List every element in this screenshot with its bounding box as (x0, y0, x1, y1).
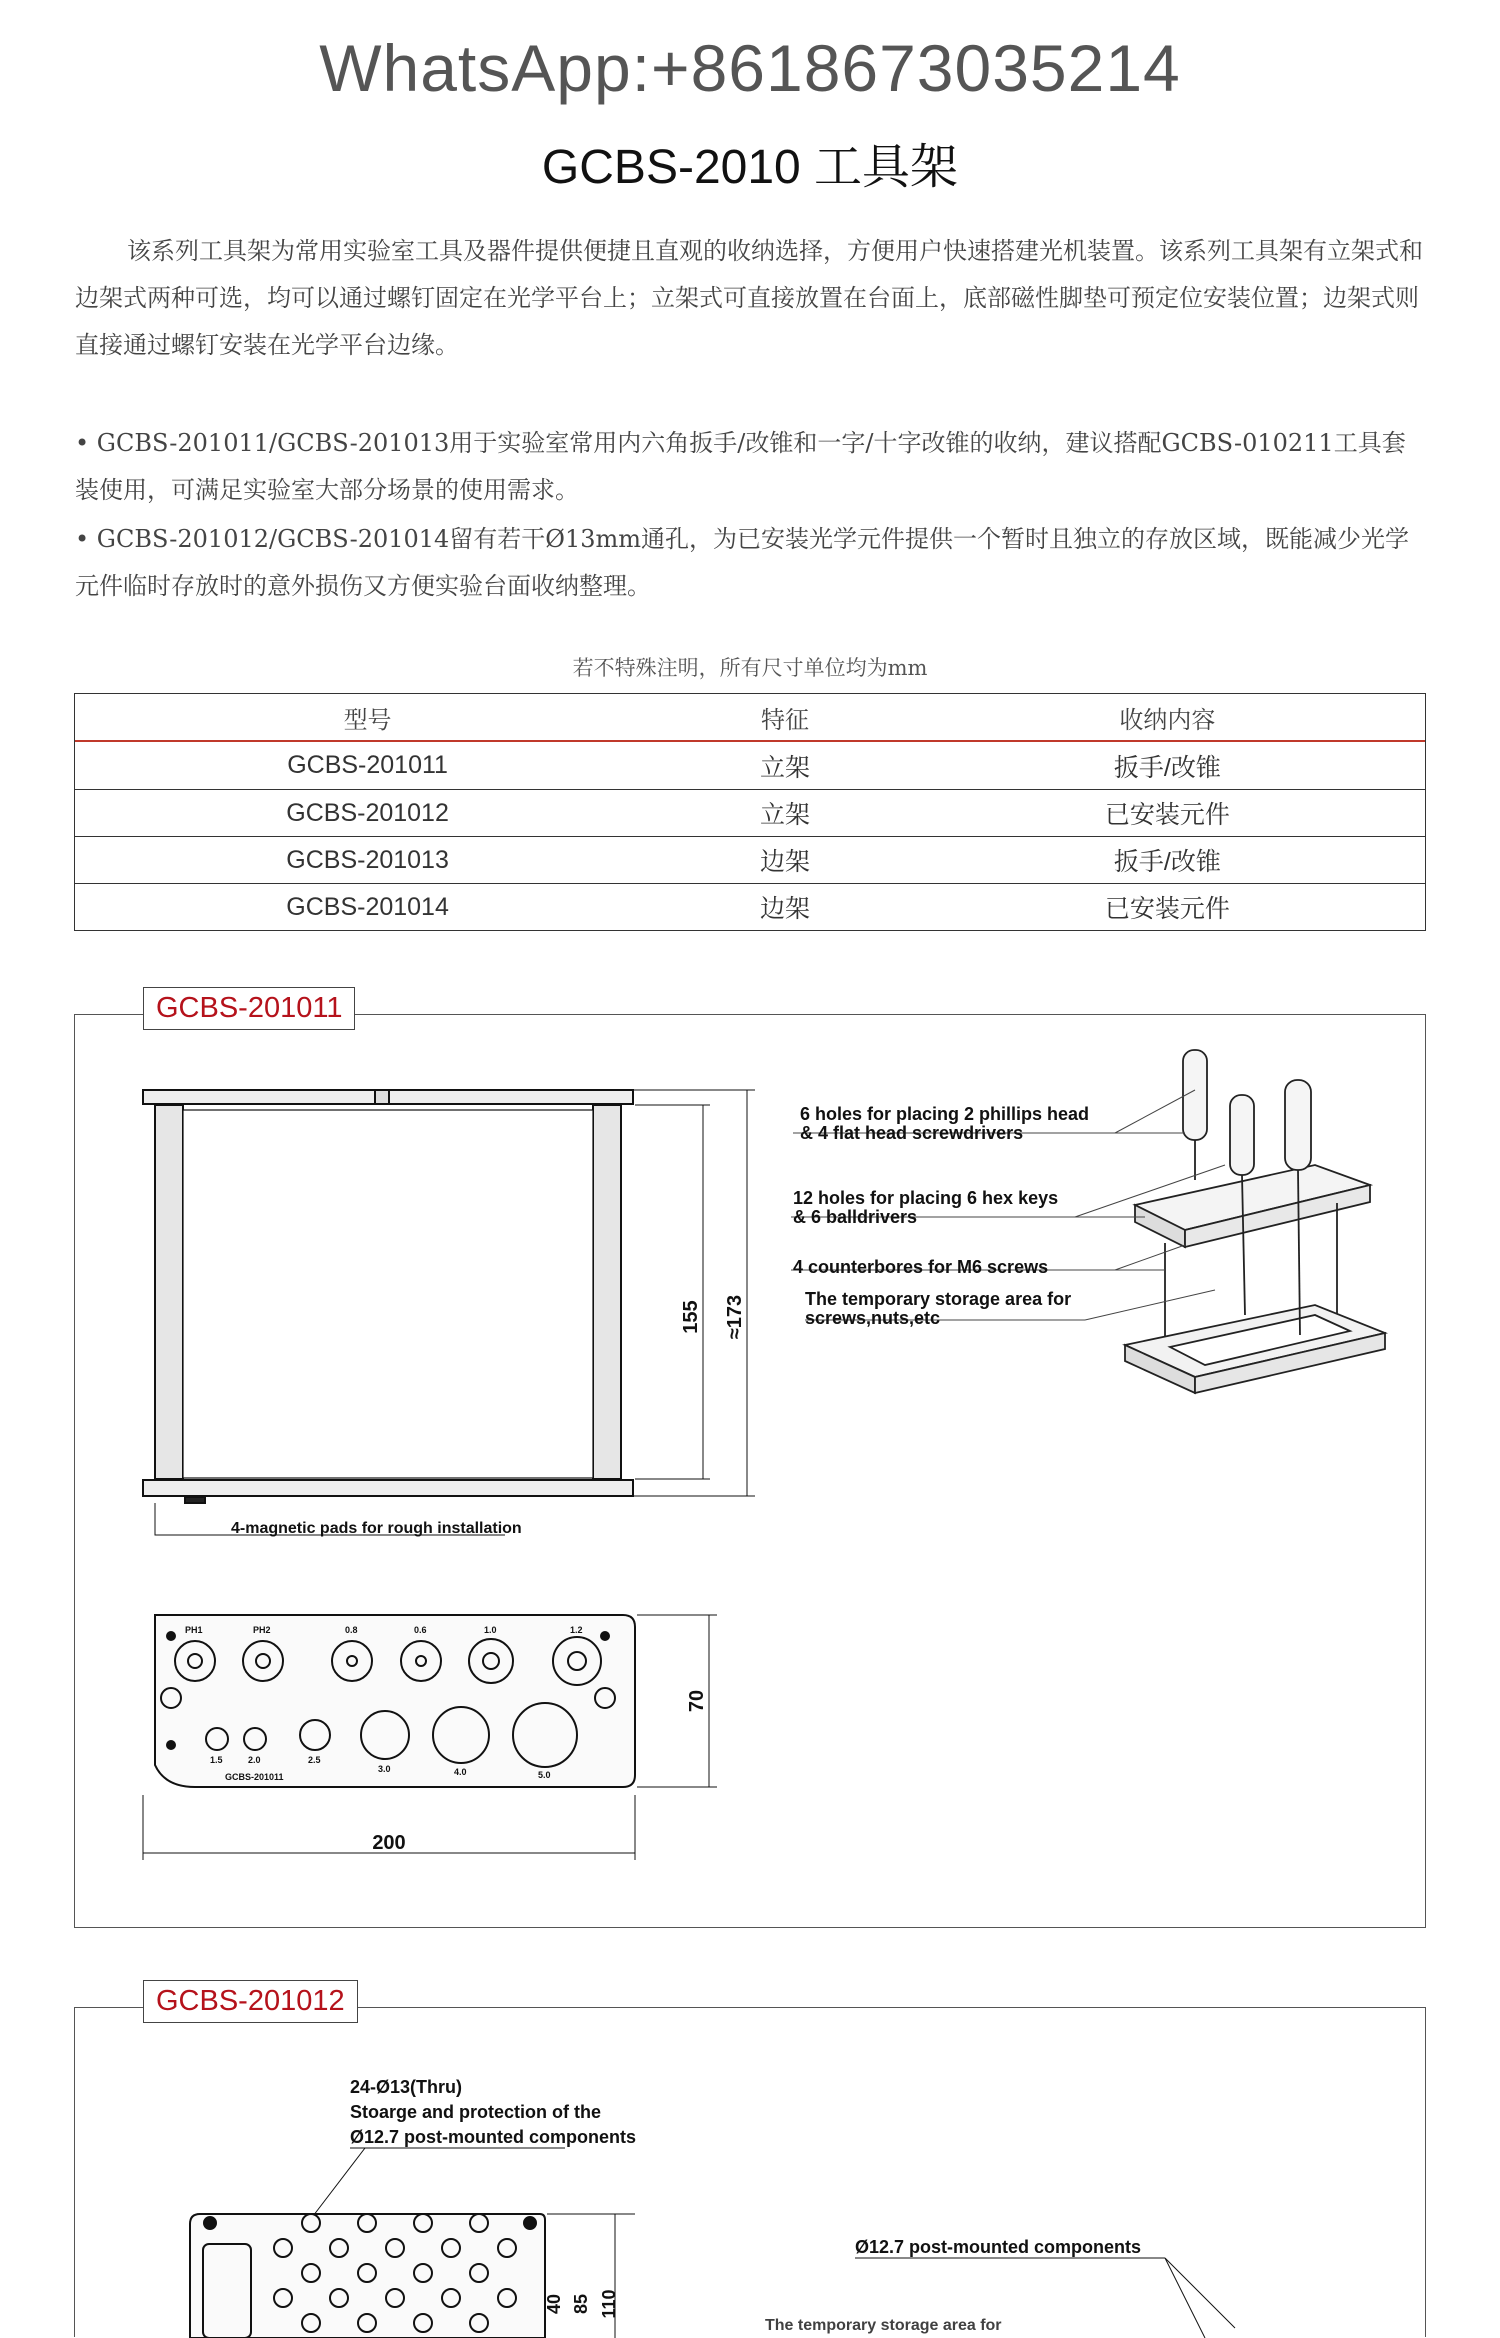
bullet-tools: • GCBS-201011/GCBS-201013用于实验室常用内六角扳手/改锥和一字/十字改锥的收纳，建议搭配GCBS-010211工具套装使用，可满足实验室大部分场景的使用需求。 (75, 429, 1406, 504)
isometric-view (1125, 1050, 1385, 1393)
callout-hexkeys-2: & 6 balldrivers (793, 1207, 918, 1227)
technical-drawing-201011 (75, 1015, 1427, 1929)
unit-note: 若不特殊注明，所有尺寸单位均为mm (572, 656, 928, 680)
callout-screwdrivers-1: 6 holes for placing 2 phillips head (800, 1104, 1090, 1124)
hole-label: 2.5 (308, 1755, 321, 1765)
row-content: 扳手/改锥 (1113, 848, 1221, 876)
hole-label: 1.0 (484, 1625, 497, 1635)
row-model: GCBS-201013 (286, 845, 449, 874)
callout-storage-2: screws,nuts,etc (805, 1308, 941, 1328)
dim-height-total: ≈173 (724, 1294, 746, 1340)
row-feature: 边架 (759, 848, 810, 876)
row-content: 已安装元件 (1104, 801, 1230, 829)
intro-paragraph: 该系列工具架为常用实验室工具及器件提供便捷且直观的收纳选择，方便用户快速搭建光机装置。该系列工具架有立架式和边架式两种可选，均可以通过螺钉固定在光学平台上；立架式可直接放置在台面上，底部磁性脚垫可预定位安装位置；边架式则直接通过螺钉安装在光学平台边缘。 (75, 237, 1423, 359)
plate-top-view (190, 2148, 635, 2338)
section-label: GCBS-201012 (143, 1980, 358, 2023)
bullet-components: • GCBS-201012/GCBS-201014留有若干Ø13mm通孔，为已安装光学元件提供一个暂时且独立的存放区域，既能减少光学元件临时存放时的意外损伤又方便实验台面收纳整理。 (75, 525, 1410, 600)
table-row (75, 883, 1425, 930)
hole-label: 1.5 (210, 1755, 223, 1765)
whatsapp-watermark: WhatsApp:+8618673035214 (319, 31, 1181, 105)
dim-110: 110 (599, 2289, 619, 2319)
hole-label: 0.8 (345, 1625, 358, 1635)
row-model: GCBS-201014 (286, 892, 449, 921)
dim-85: 85 (571, 2293, 591, 2315)
hole-label: PH2 (253, 1625, 271, 1635)
hole-label: 5.0 (538, 1770, 551, 1780)
dim-40: 40 (544, 2293, 564, 2315)
page-title: GCBS-2010 工具架 (541, 141, 959, 194)
row-feature: 立架 (759, 753, 810, 782)
section-label: GCBS-201011 (143, 987, 355, 1030)
technical-drawing-201012 (75, 2008, 1427, 2338)
partial-storage-text: The temporary storage area for (765, 2317, 1002, 2334)
hole-label: 1.2 (570, 1625, 583, 1635)
spec-table (74, 693, 1426, 931)
row-content: 扳手/改锥 (1113, 753, 1221, 782)
hole-label: PH1 (185, 1625, 203, 1635)
table-row (75, 742, 1425, 789)
row-model: GCBS-201012 (286, 798, 449, 827)
engraving-text: GCBS-201011 (225, 1772, 284, 1782)
top-view (143, 1615, 717, 1860)
callout-storage-1: The temporary storage area for (805, 1289, 1072, 1309)
hole-label: 4.0 (454, 1767, 467, 1777)
callout-holes-3: Ø12.7 post-mounted components (350, 2127, 637, 2147)
dim-depth: 70 (686, 1689, 708, 1713)
dim-width: 200 (372, 1832, 406, 1854)
header-feature: 特征 (760, 705, 809, 734)
table-row (75, 836, 1425, 883)
hole-label: 2.0 (248, 1755, 261, 1765)
callout-hexkeys-1: 12 holes for placing 6 hex keys (793, 1188, 1059, 1208)
right-callout: Ø12.7 post-mounted components (855, 2237, 1142, 2257)
table-row (75, 789, 1425, 836)
callout-holes-2: Stoarge and protection of the (350, 2102, 602, 2122)
front-view (143, 1090, 755, 1535)
hole-label: 0.6 (414, 1625, 427, 1635)
hole-label: 3.0 (378, 1764, 391, 1774)
section-gcbs-201011 (74, 992, 1426, 1928)
row-model: GCBS-201011 (287, 751, 448, 779)
dim-height-inner: 155 (680, 1300, 702, 1334)
table-header-row (75, 694, 1425, 742)
row-feature: 立架 (759, 801, 810, 829)
row-feature: 边架 (759, 895, 810, 923)
row-content: 已安装元件 (1104, 895, 1230, 923)
section-gcbs-201012 (74, 1985, 1426, 2337)
header-content: 收纳内容 (1119, 705, 1216, 734)
callout-screwdrivers-2: & 4 flat head screwdrivers (800, 1123, 1024, 1143)
magnetic-pads-label: 4-magnetic pads for rough installation (231, 1520, 522, 1537)
callout-counterbores: 4 counterbores for M6 screws (793, 1257, 1049, 1277)
callout-holes-1: 24-Ø13(Thru) (350, 2077, 463, 2097)
header-model: 型号 (343, 705, 392, 734)
